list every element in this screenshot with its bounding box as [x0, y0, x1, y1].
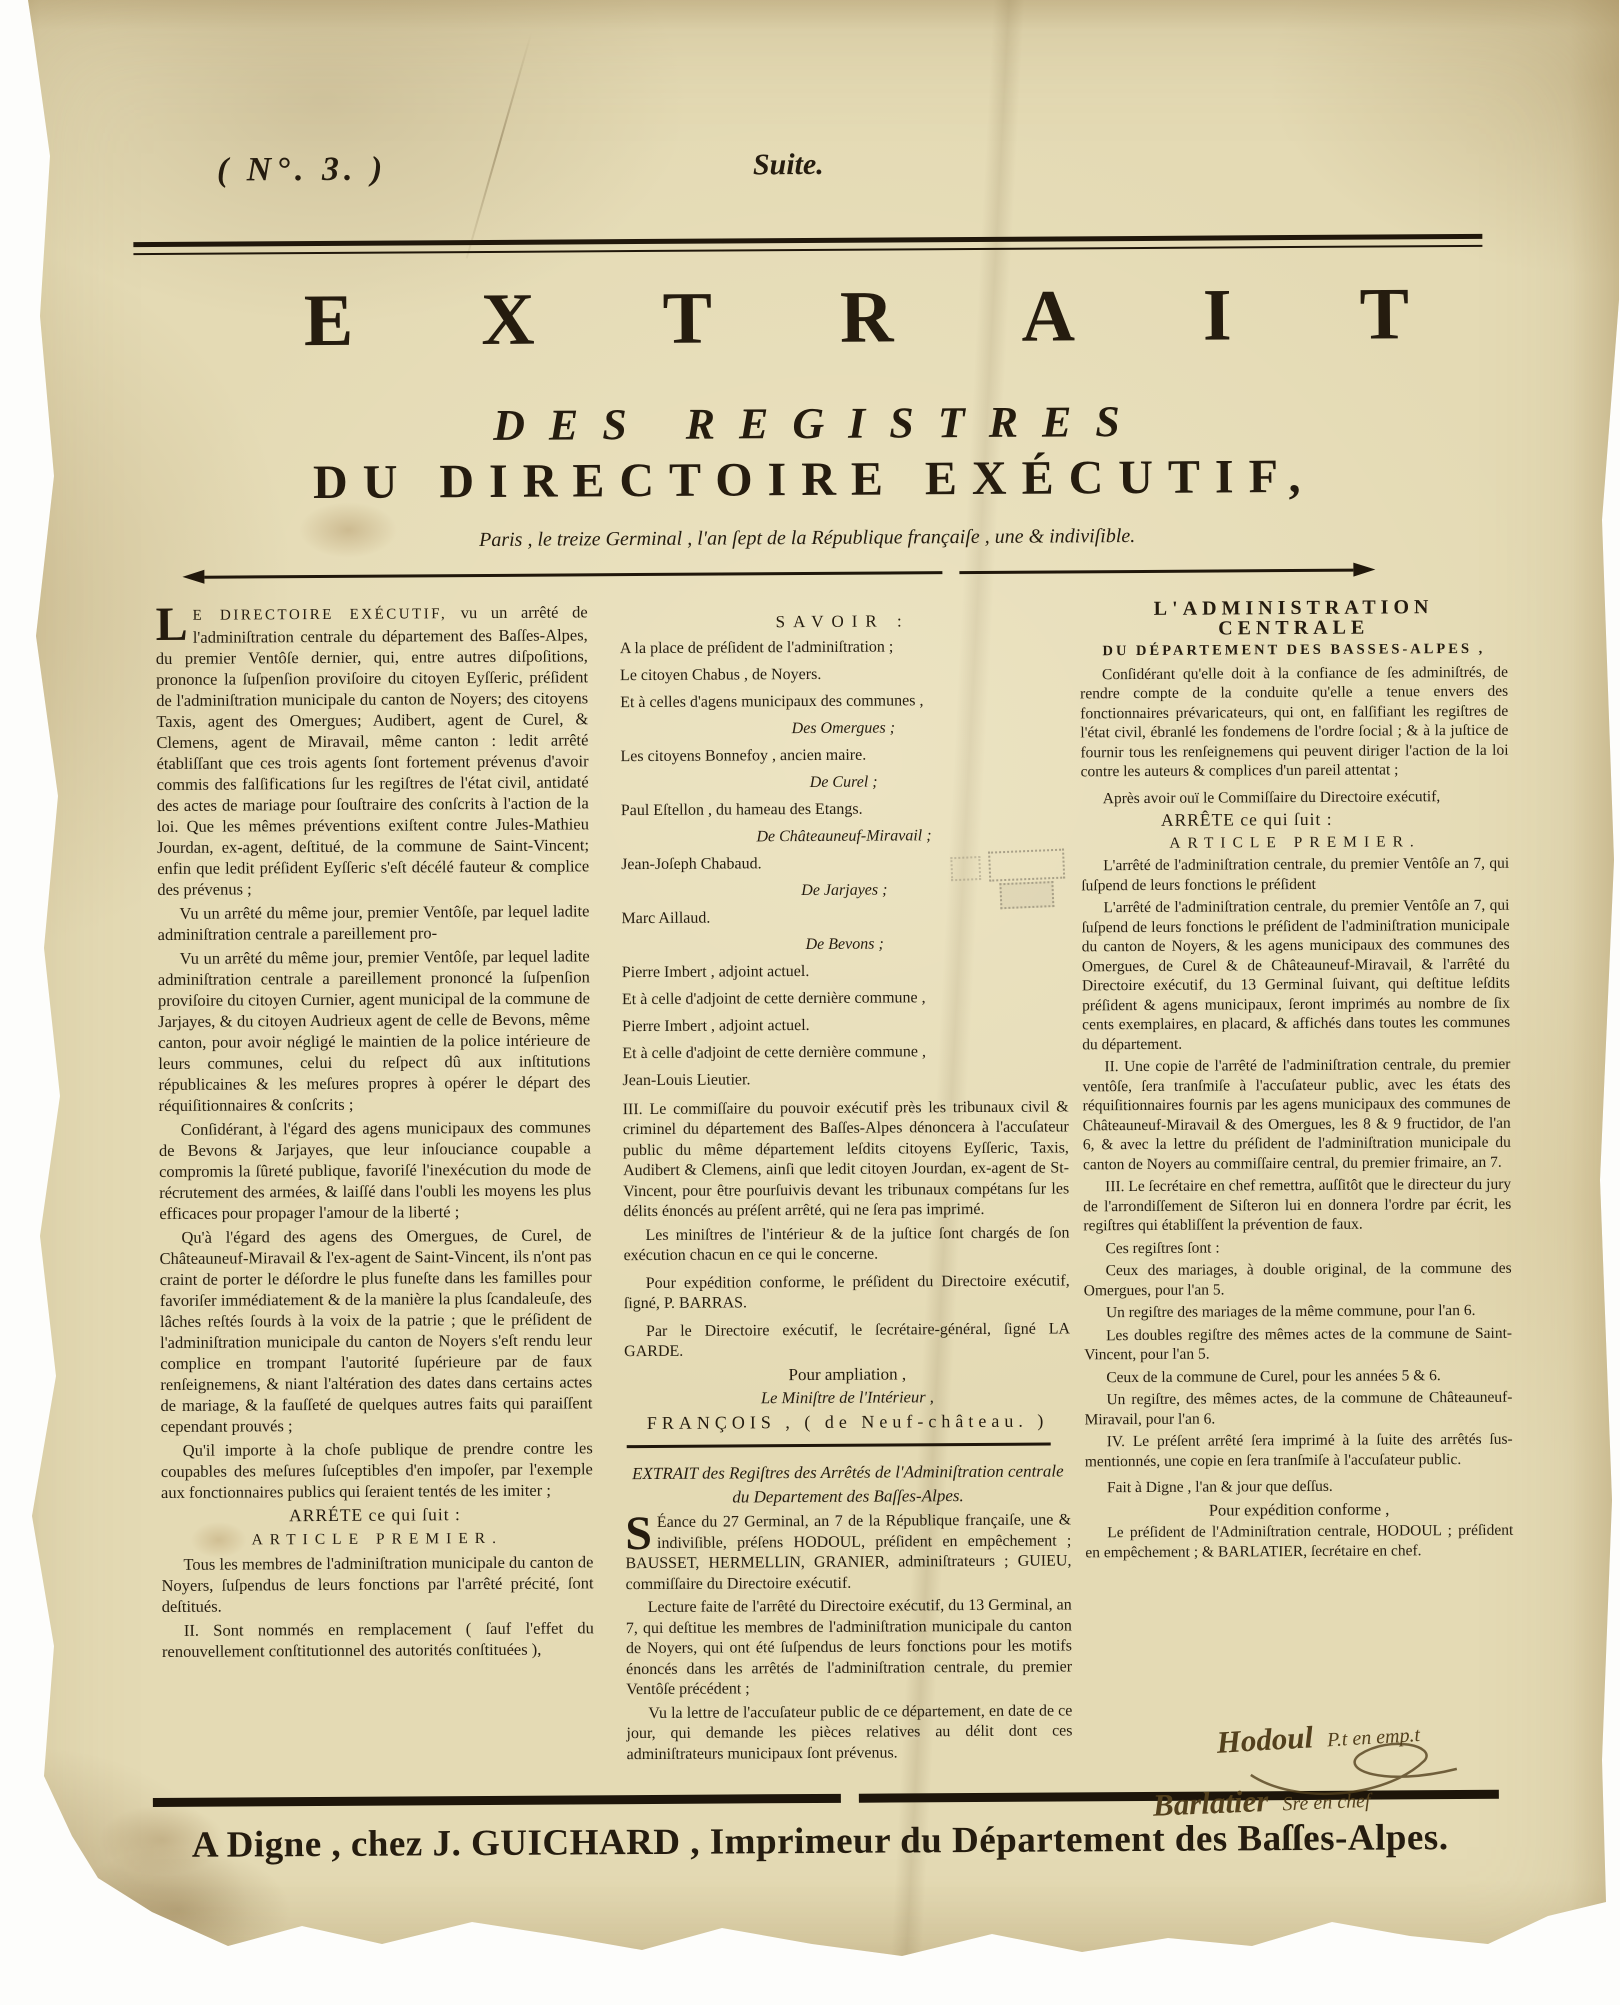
paragraph-iv-present: IV. Le préſent arrêté ſera imprimé à la ſuite des arrêtés ſus-mentionnés, une copie en ſera tranſmiſe à l'accuſateur public.	[1084, 1430, 1513, 1470]
registre-item: Ceux des mariages, à double original, de la commune des Omergues, pour l'an 5.	[1083, 1259, 1512, 1299]
list-line: Le citoyen Chabus , de Noyers.	[619, 665, 822, 684]
article-premier-heading: ARTICLE PREMIER.	[251, 1529, 504, 1549]
paragraph-vu-la-lettre: Vu la lettre de l'accuſateur public de ce département, en date de ce jour, qui demande les pièces relatives au délit dont ces adminiſtrateurs municipaux ſont prévenus.	[626, 1701, 1073, 1763]
paragraph-le-directoire	[155, 597, 590, 900]
stamp-box-icon	[999, 881, 1054, 909]
paragraph-vu-arrete-cut: Vu un arrêté du même jour, premier Ventôſe, par lequel ladite adminiſtration centrale a pareillement pro-	[157, 901, 590, 944]
list-line: Marc Aillaud.	[621, 909, 711, 927]
header-double-rule	[133, 234, 1482, 255]
lead-small-caps: E DIRECTOIRE EXÉCUTIF,	[192, 606, 448, 624]
paragraph-iii-secretaire: III. Le ſecrétaire en chef remettra, auſſitôt que le directeur du jury de l'arrondiſſement de Siſteron lui en donnera l'ordre par écrit, les regiſtres qui établiſſent la prévention de faux.	[1083, 1175, 1512, 1235]
commune-label: De Curel ;	[809, 773, 878, 791]
departement-heading: DU DÉPARTEMENT DES BASSES-ALPES ,	[1102, 640, 1486, 660]
savoir-heading: SAVOIR :	[775, 611, 910, 632]
dropcap-S: S	[625, 1506, 653, 1561]
paragraph-sont-nommes: II. Sont nommés en remplacement ( ſauf l'effet du renouvellement conſtitutionnel des autorités conſtituées ),	[161, 1618, 594, 1661]
ministre-line: Le Miniſtre de l'Intérieur ,	[760, 1387, 934, 1408]
stamp-box-icon	[988, 849, 1065, 882]
registre-item: Un regiſtre des mariages de la même commune, pour l'an 6.	[1105, 1301, 1476, 1322]
divider-arrow-right	[959, 569, 1353, 574]
paragraph-tous-les-membres: Tous les membres de l'adminiſtration municipale du canton de Noyers, ſuſpendus de leurs fonctions par l'arrêté précité, ſont deſtitués.	[161, 1552, 594, 1616]
commune-label: Des Omergues ;	[791, 718, 896, 737]
list-line: Jean-Louis Lieutier.	[622, 1070, 751, 1089]
paragraph-expedition: Pour expédition conforme, le préſident du Directoire exécutif, ſigné, P. BARRAS.	[623, 1271, 1070, 1313]
paragraph-text: vu un arrêté de l'adminiſtration centrale du département des Baſſes-Alpes, du premier Ventôſe dernier, qui, entre autres diſpoſitions, prononce la ſuſpenſion proviſoire du citoyen Eyſſeric, préſident de l'adminiſtration municipale du canton de Noyers; des citoyens Taxis, agent des Omergues; Audibert, agent de Curel, & Clemens, agent de Miravail, même canton : ledit arrêté établiſſant que ces trois agents ſont fortement prévenus d'avoir commis des falſifications ſur les regiſtres de l'état civil, antidaté des actes de mariage pour ſouſtraire des conſcrits à l'action de la loi. Que les mêmes préventions exiſtent contre Jules-Mathieu Jourdan, ex-agent, deſtitué, de la commune de Saint-Vincent; enfin que ledit préſident Eyſſeric s'eſt décélé fauteur & complice des prévenus ;	[155, 602, 590, 899]
title-sub1: DES REGISTRES	[492, 396, 1144, 450]
registre-item: Un regiſtre, des mêmes actes, de la commune de Châteauneuf-Miravail, pour l'an 6.	[1084, 1388, 1513, 1428]
registre-item: Les doubles regiſtre des mêmes actes de la commune de Saint-Vincent, pour l'an 5.	[1084, 1324, 1513, 1364]
arrete-heading: ARRÊTE ce qui ſuit :	[1160, 808, 1333, 830]
paragraph-qua-legard: Qu'à l'égard des agens des Omergues, de Curel, de Châteauneuf-Miravail & l'ex-agent de Saint-Vincent, ils n'ont pas craint de porter le déſordre le plus funeſte dans les familles pour favoriſer immédiatement & de la manière la plus ſcandaleuſe, des lâches reſtés ſourds à la voix de la patrie ; que le préſident de l'adminiſtration municipale du canton de Noyers s'eſt rendu leur complice en trompant l'autorité ſupérieure par de faux renſeignemens, & niant l'altération des dates dans certains actes de mariage, & la fauſſeté de quelques autres faits qui paraiſſent cependant prouvés ;	[159, 1225, 593, 1436]
paragraph-fait-a-digne: Fait à Digne , l'an & jour que deſſus.	[1106, 1477, 1333, 1497]
stamp-box-icon	[950, 856, 981, 881]
extrait-registres-heading: EXTRAIT des Regiſtres des Arrêtés de l'Adminiſtration centrale du Departement des Baſſes-Alpes.	[632, 1461, 1064, 1507]
signature-title: Sre en chef	[1282, 1789, 1371, 1816]
paragraph-arrete-full: L'arrêté de l'adminiſtration centrale, du premier Ventôſe an 7, qui ſuſpend de leurs fonctions le préſident de l'adminiſtration municipale du canton de Noyers, & les agens municipaux des communes des Omergues, de Curel & de Châteauneuf-Miravail, & l'arrêté du Directoire exécutif, du 13 Germinal ſuivant, qui deſtitue leſdits préſident & agens municipaux, ſeront imprimés au nombre de ſix cents exemplaires, en placard, & affichés dans toutes les communes du département.	[1081, 896, 1511, 1053]
paragraph-lecture: Lecture faite de l'arrêté du Directoire exécutif, du 13 Germinal, an 7, qui deſtitue les membres de l'adminiſtration municipale du canton de Noyers, qui ont été ſuſpendus de leurs fonctions pour les motifs énoncés dans les arrêtés de l'adminiſtration centrale, du premier Ventôſe précédent ;	[625, 1596, 1073, 1699]
column-middle	[620, 610, 1073, 1768]
paragraph-commissaire: III. Le commiſſaire du pouvoir exécutif près les tribunaux civil & criminel du département des Baſſes-Alpes dénoncera à l'accuſateur public du même département leſdits citoyens Eyſſeric, Taxis, Audibert & Clemens, ainſi que ledit citoyen Jourdan, ex-agent de St-Vincent, pour être pourſuivis devant les tribunaux compétans ſur les délits énoncés au préſent arrêté, qui ne ſera pas imprimé.	[622, 1097, 1070, 1221]
paragraph-ministres: Les miniſtres de l'intérieur & de la juſtice ſont chargés de ſon exécution chacun en ce qui le concerne.	[623, 1223, 1070, 1265]
list-line: Jean-Joſeph Chabaud.	[621, 854, 762, 873]
suite-label: Suite.	[752, 147, 824, 182]
paragraph-vu-arrete: Vu un arrêté du même jour, premier Ventôſe, par lequel ladite adminiſtration centrale a pareillement prononcé la ſuſpenſion proviſoire du citoyen Curnier, agent municipal de la commune de Jarjayes, & du citoyen Audrieux agent de celle de Bevons, même canton, pour avoir négligé le maintien de la police intérieure de leurs communes, celui du reſpect dû aux inſtitutions républicaines & les meſures propres à opérer le départ des réquiſitionnaires & conſcrits ;	[157, 946, 591, 1115]
registre-item: Ceux de la commune de Curel, pour les années 5 & 6.	[1106, 1366, 1441, 1386]
paragraph-text: Éance du 27 Germinal, an 7 de la République françaiſe, une & indiviſible, préſens HODOUL, préſident en empêchement ; BAUSSET, HERMELLIN, GRANIER, adminiſtrateurs ; GUIEU, commiſſaire du Directoire exécutif.	[625, 1511, 1072, 1593]
dateline: Paris , le treize Germinal , l'an ſept de la République françaiſe , une & indiviſible.	[479, 525, 1136, 552]
conforme-line: Pour expédition conforme ,	[1208, 1498, 1390, 1520]
divider-arrow-left	[204, 571, 942, 579]
section-rule	[627, 1443, 1051, 1449]
signature-name: Barlatier	[1152, 1782, 1270, 1823]
arrete-heading: ARRÉTE ce qui ſuit :	[289, 1504, 461, 1526]
article-premier-heading: ARTICLE PREMIER.	[1169, 832, 1421, 852]
list-line: Et à celles d'agens municipaux des communes ,	[620, 691, 924, 711]
administration-heading: L'ADMINISTRATION CENTRALE	[1153, 596, 1434, 639]
ampliation-line: Pour ampliation ,	[788, 1363, 907, 1384]
paragraph-president-hodoul: Le préſident de l'Adminiſtration centrale, HODOUL ; préſident en empêchement ; & BARLATIER, ſecrétaire en chef.	[1085, 1521, 1514, 1561]
commune-label: De Bevons ;	[805, 935, 884, 953]
list-line: Et à celle d'adjoint de cette dernière commune ,	[621, 988, 926, 1008]
printer-imprint: A Digne , chez J. GUICHARD , Imprimeur du Département des Baſſes-Alpes.	[191, 1817, 1449, 1866]
commune-label: De Châteauneuf-Miravail ;	[756, 826, 932, 845]
title-sub2: DU DIRECTOIRE EXÉCUTIF,	[312, 449, 1316, 510]
footer-rule-left	[153, 1794, 841, 1807]
list-line: Pierre Imbert , adjoint actuel.	[621, 962, 810, 981]
list-line: A la place de préſident de l'adminiſtration ;	[619, 637, 894, 657]
title-main: EXTRAIT	[303, 272, 1538, 363]
commune-label: De Jarjayes ;	[801, 881, 888, 899]
paragraph-seance	[625, 1506, 1072, 1595]
paragraph-arrete-cut: L'arrêté de l'adminiſtration centrale, du premier Ventôſe an 7, qui ſuſpend de leurs fonctions le préſident	[1081, 854, 1510, 894]
paragraph-ii-copie: II. Une copie de l'arrêté de l'adminiſtration centrale, du premier ventôſe, ſera tranſmiſe à l'accuſateur public, avec les états des réquiſitionnaires fournis par les agens municipaux des communes de Châteauneuf-Miravail & des Omergues, les 8 & 9 fructidor, de l'an 6, & avec la lettre du préſident de l'adminiſtration municipale du canton de Noyers au commiſſaire central, du premier frimaire, an 7.	[1082, 1055, 1511, 1173]
paragraph-par-directoire: Par le Directoire exécutif, le ſecrétaire-général, ſigné LA GARDE.	[624, 1319, 1071, 1361]
faint-stamp-mark	[950, 842, 1073, 919]
paragraph-quil-importe: Qu'il importe à la choſe publique de prendre contre les coupables des meſures ſuſceptibles d'en impoſer, par l'exemple aux fonctionnaires publics qui ſeraient tentés de les imiter ;	[160, 1438, 593, 1502]
list-line: Et à celle d'adjoint de cette dernière commune ,	[622, 1042, 927, 1062]
dropcap-L: L	[155, 597, 188, 651]
column-right	[1080, 598, 1514, 1566]
signature-name: Hodoul	[1215, 1719, 1314, 1760]
column-left	[155, 597, 594, 1665]
paragraph-considerant-quelle: Conſidérant qu'elle doit à la confiance de ſes adminiſtrés, de rendre compte de la conduite qu'elle a tenue envers des fonctionnaires prévaricateurs, qui ont, en falſifiant les regiſtres de l'état civil, ébranlé les fondemens de l'ordre ſocial ; & à la juſtice de fournir tous les renſeignemens qui peuvent diriger l'action de la loi contre les auteurs & complices d'un pareil attentat ;	[1080, 663, 1509, 781]
signature-title: P.t en emp.t	[1326, 1723, 1421, 1752]
francois-line: FRANÇOIS , ( de Neuf-château. )	[646, 1410, 1049, 1433]
list-line: Paul Eſtellon , du hameau des Etangs.	[620, 800, 863, 819]
issue-number: ( N°. 3. )	[216, 150, 388, 189]
list-line: Pierre Imbert , adjoint actuel.	[622, 1016, 810, 1035]
paragraph-apres-avoir: Après avoir ouï le Commiſſaire du Directoire exécutif,	[1102, 787, 1441, 807]
paragraph-considerant: Conſidérant, à l'égard des agens municipaux des communes de Bevons & Jarjayes, que leur inſouciance coupable a compromis la ſûreté publique, favoriſé l'inexécution du mode de récrutement des armées, & laiſſé dans l'oubli les moyens les plus efficaces pour propager l'amour de la liberté ;	[158, 1117, 592, 1223]
list-line: Les citoyens Bonnefoy , ancien maire.	[620, 746, 867, 765]
paragraph-ces-registres: Ces regiſtres ſont :	[1105, 1239, 1220, 1257]
